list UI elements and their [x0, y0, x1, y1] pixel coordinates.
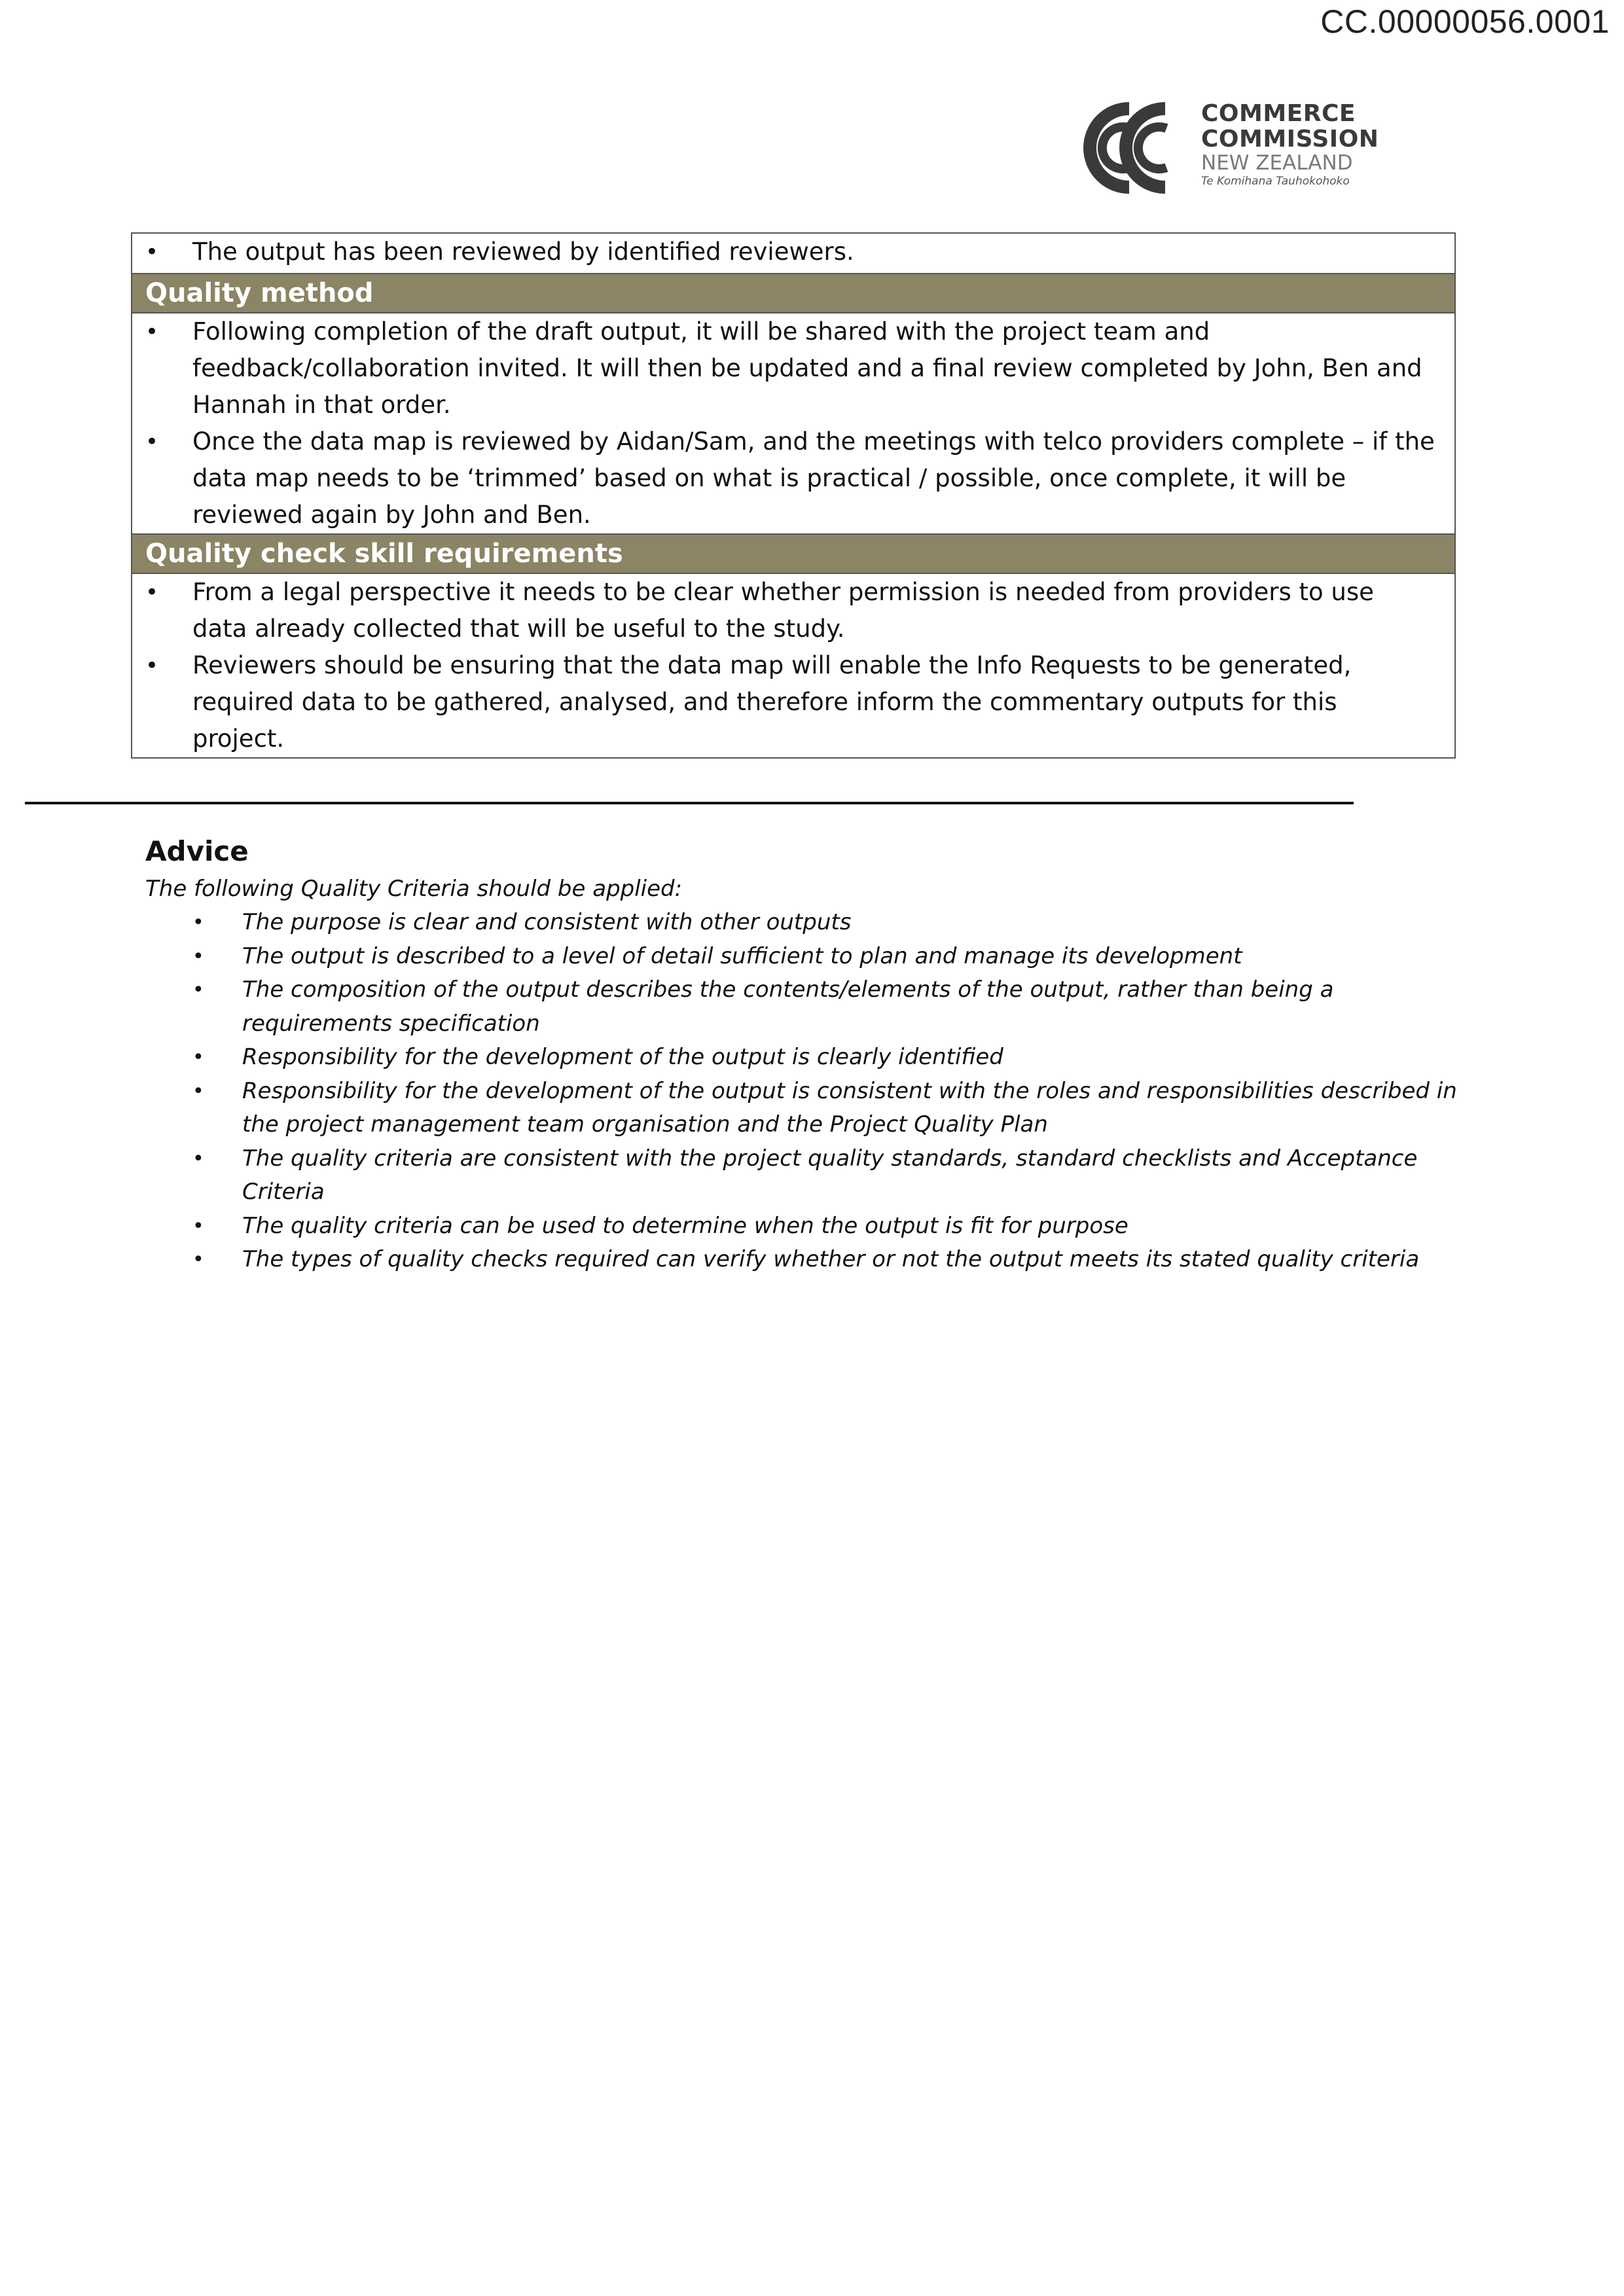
bullet-icon: • [192, 1248, 204, 1271]
list-item [132, 574, 1454, 647]
list-item-text: The composition of the output describes the contents/elements of the output, rather than being a requirements specification [242, 977, 1334, 1037]
bullet-icon: • [145, 429, 159, 455]
list-item-text: Reviewers should be ensuring that the data map will enable the Info Requests to be generated, required data to be gathered, analysed, and therefore inform the commentary outputs for this project. [192, 651, 1352, 753]
bullet-icon: • [192, 1079, 204, 1103]
list-item [145, 973, 1487, 1041]
list-item [132, 423, 1454, 533]
advice-section [145, 831, 1487, 1277]
list-item [145, 1041, 1487, 1075]
logo-line-2: COMMISSION [1201, 126, 1379, 152]
list-item-text: The quality criteria can be used to determine when the output is fit for purpose [242, 1212, 1128, 1239]
quality-method-header: Quality method [132, 273, 1454, 314]
logo-line-3: NEW ZEALAND [1201, 151, 1353, 175]
advice-heading: Advice [145, 835, 249, 867]
bullet-icon: • [192, 978, 204, 1001]
bullet-icon: • [192, 1214, 204, 1238]
quality-method-list [132, 314, 1454, 533]
bullet-icon: • [145, 319, 159, 345]
list-item [145, 1142, 1487, 1210]
top-item-list [132, 234, 1454, 273]
list-item-text: Responsibility for the development of the output is consistent with the roles and responsibilities described in the project management team organisation and the Project Quality Plan [242, 1077, 1457, 1138]
bullet-icon: • [192, 911, 204, 934]
list-item [145, 1210, 1487, 1244]
list-item-text: The types of quality checks required can verify whether or not the output meets its stated quality criteria [242, 1246, 1420, 1272]
bullet-icon: • [145, 579, 159, 605]
bullet-icon: • [192, 1046, 204, 1069]
advice-intro: The following Quality Criteria should be applied: [145, 876, 683, 902]
list-item [145, 1243, 1487, 1277]
horizontal-divider [25, 802, 1354, 804]
logo-line-4: Te Komihana Tauhokohoko [1201, 175, 1350, 188]
bullet-icon: • [192, 1147, 204, 1170]
logo-mark-icon [1083, 102, 1195, 194]
list-item [145, 906, 1487, 940]
list-item-text: Responsibility for the development of the output is clearly identified [242, 1044, 1003, 1070]
list-item-text: The output is described to a level of detail sufficient to plan and manage its development [242, 942, 1242, 969]
list-item [145, 1075, 1487, 1142]
document-id: CC.00000056.0001 [1320, 3, 1610, 40]
commerce-commission-logo [1083, 98, 1391, 196]
list-item [145, 940, 1487, 974]
list-item [132, 234, 1454, 270]
bullet-icon: • [192, 944, 204, 968]
advice-criteria-list [145, 906, 1487, 1277]
list-item [132, 314, 1454, 423]
list-item-text: Once the data map is reviewed by Aidan/Sam, and the meetings with telco providers complete – if the data map needs to be ‘trimmed’ based on what is practical / possible, once complete, it will be reviewed again by John and Ben. [192, 427, 1435, 529]
list-item [132, 647, 1454, 757]
bullet-icon: • [145, 239, 159, 265]
list-item-text: Following completion of the draft output, it will be shared with the project team and feedback/collaboration invited. It will then be updated and a final review completed by John, Ben and Hannah in that order. [192, 317, 1422, 419]
quality-table [131, 232, 1456, 759]
list-item-text: From a legal perspective it needs to be clear whether permission is needed from providers to use data already collected that will be useful to the study. [192, 578, 1374, 643]
skill-requirements-list [132, 574, 1454, 757]
skill-requirements-header: Quality check skill requirements [132, 533, 1454, 574]
list-item-text: The output has been reviewed by identified reviewers. [192, 238, 854, 266]
bullet-icon: • [145, 653, 159, 679]
list-item-text: The purpose is clear and consistent with other outputs [242, 909, 852, 935]
logo-line-1: COMMERCE [1201, 100, 1356, 127]
list-item-text: The quality criteria are consistent with the project quality standards, standard checklists and Acceptance Criteria [242, 1145, 1418, 1205]
